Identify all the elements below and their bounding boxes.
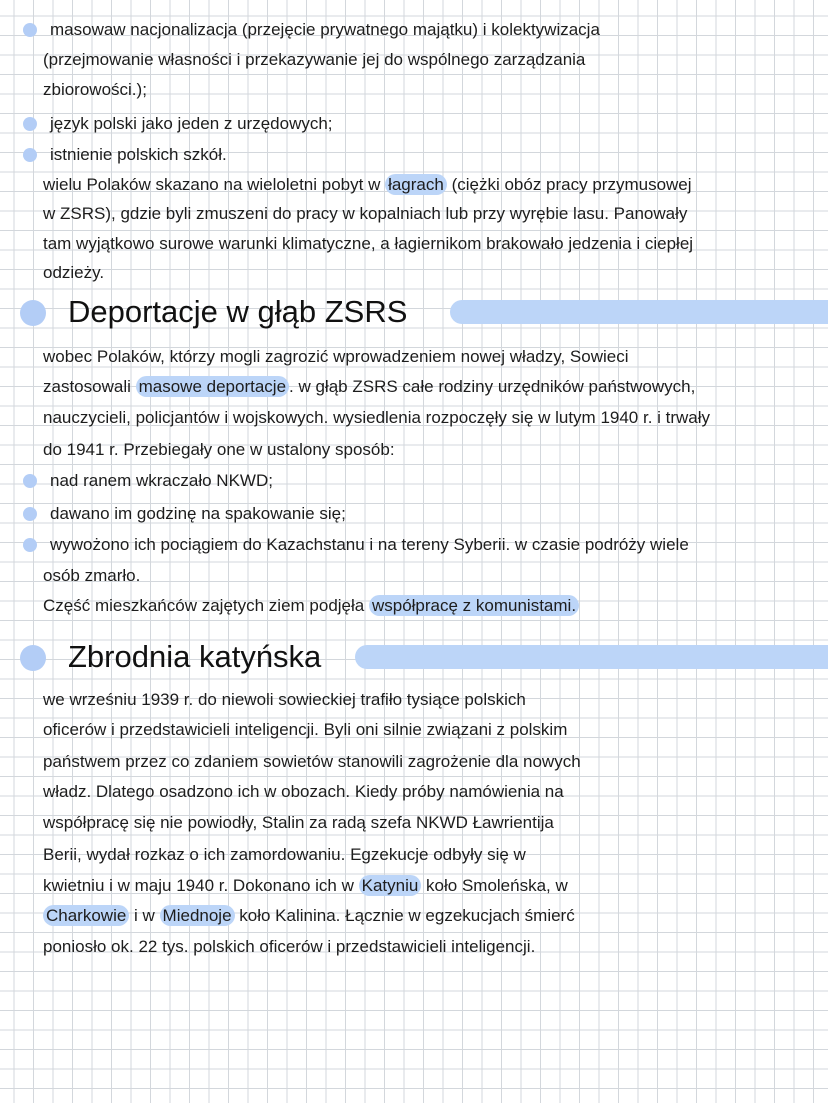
text-segment: Berii, wydał rozkaz o ich zamordowaniu. Egzekucje odbyły się w (43, 845, 526, 864)
text-segment: (ciężki obóz pracy przymusowej (446, 175, 692, 194)
text-line (43, 438, 395, 462)
bullet-item (50, 143, 227, 167)
bullet-icon (23, 538, 37, 552)
text-segment: koło Kalinina. Łącznie w egzekucjach śmierć (234, 906, 575, 925)
text-segment: do 1941 r. Przebiegały one w ustalony sposób: (43, 440, 395, 459)
text-line (43, 935, 535, 959)
text-segment: istnienie polskich szkół. (50, 145, 227, 164)
text-segment: zastosowali (43, 377, 136, 396)
text-line (43, 594, 579, 618)
text-segment: osób zmarło. (43, 566, 141, 585)
text-segment: język polski jako jeden z urzędowych; (50, 114, 333, 133)
bullet-item (50, 112, 333, 136)
text-segment: . w głąb ZSRS całe rodziny urzędników państwowych, (289, 377, 696, 396)
text-segment: masowaw nacjonalizacja (przejęcie prywatnego majątku) i kolektywizacja (50, 20, 600, 39)
section-heading: Zbrodnia katyńska (68, 639, 322, 674)
text-segment: nad ranem wkraczało NKWD; (50, 471, 273, 490)
text-segment: (przejmowanie własności i przekazywanie jej do wspólnego zarządzania (43, 50, 586, 69)
section-heading: Deportacje w głąb ZSRS (68, 294, 408, 329)
bullet-icon (23, 148, 37, 162)
text-line (43, 904, 575, 928)
heading-bullet-icon (20, 300, 46, 326)
bullet-item (50, 469, 273, 493)
highlighted-term: Katyniu (359, 875, 422, 896)
text-line (43, 375, 695, 399)
text-line (43, 202, 687, 226)
text-line (43, 261, 104, 285)
text-line (43, 718, 567, 742)
text-segment: nauczycieli, policjantów i wojskowych. wysiedlenia rozpoczęły się w lutym 1940 r. i trwały (43, 408, 711, 427)
bullet-icon (23, 507, 37, 521)
text-line (43, 780, 564, 804)
text-segment: koło Smoleńska, w (421, 876, 568, 895)
text-segment: wywożono ich pociągiem do Kazachstanu i na tereny Syberii. w czasie podróży wiele (50, 535, 689, 554)
bullet-icon (23, 117, 37, 131)
text-line (43, 78, 147, 102)
text-segment: władz. Dlatego osadzono ich w obozach. Kiedy próby namówienia na (43, 782, 564, 801)
bullet-item (50, 533, 689, 557)
text-line (43, 173, 692, 197)
text-segment: Część mieszkańców zajętych ziem podjęła (43, 596, 369, 615)
text-segment: państwem przez co zdaniem sowietów stanowili zagrożenie dla nowych (43, 752, 581, 771)
text-line (43, 564, 140, 588)
text-segment: we wrześniu 1939 r. do niewoli sowieckiej trafiło tysiące polskich (43, 690, 526, 709)
text-segment: w ZSRS), gdzie byli zmuszeni do pracy w kopalniach lub przy wyrębie lasu. Panowały (43, 204, 688, 223)
bullet-item (50, 18, 600, 42)
text-line (43, 874, 568, 898)
bullet-icon (23, 474, 37, 488)
text-segment: współpracę się nie powiodły, Stalin za radą szefa NKWD Ławrientija (43, 813, 554, 832)
highlighted-term: Miednoje (160, 905, 235, 926)
text-line (43, 750, 581, 774)
text-segment: i w (129, 906, 160, 925)
text-segment: poniosło ok. 22 tys. polskich oficerów i przedstawicieli inteligencji. (43, 937, 536, 956)
text-segment: tam wyjątkowo surowe warunki klimatyczne, a łagiernikom brakowało jedzenia i ciepłej (43, 234, 694, 253)
highlighted-term: łagrach (385, 174, 447, 195)
text-line (43, 232, 693, 256)
text-segment: wielu Polaków skazano na wieloletni pobyt w (43, 175, 386, 194)
text-segment: wobec Polaków, którzy mogli zagrozić wprowadzeniem nowej władzy, Sowieci (43, 347, 629, 366)
bullet-item (50, 502, 346, 526)
heading-highlight-bar (450, 300, 828, 324)
text-line (43, 345, 629, 369)
highlighted-term: współpracę z komunistami. (369, 595, 579, 616)
text-line (43, 843, 526, 867)
text-segment: odzieży. (43, 263, 105, 282)
text-segment: oficerów i przedstawicieli inteligencji. Byli oni silnie związani z polskim (43, 720, 568, 739)
highlighted-term: masowe deportacje (136, 376, 289, 397)
heading-bullet-icon (20, 645, 46, 671)
text-line (43, 48, 585, 72)
text-segment: dawano im godzinę na spakowanie się; (50, 504, 346, 523)
text-line (43, 406, 710, 430)
text-segment: kwietniu i w maju 1940 r. Dokonano ich w (43, 876, 359, 895)
text-line (43, 811, 554, 835)
text-line (43, 688, 526, 712)
bullet-icon (23, 23, 37, 37)
heading-highlight-bar (355, 645, 828, 669)
text-segment: zbiorowości.); (43, 80, 147, 99)
highlighted-term: Charkowie (43, 905, 129, 926)
